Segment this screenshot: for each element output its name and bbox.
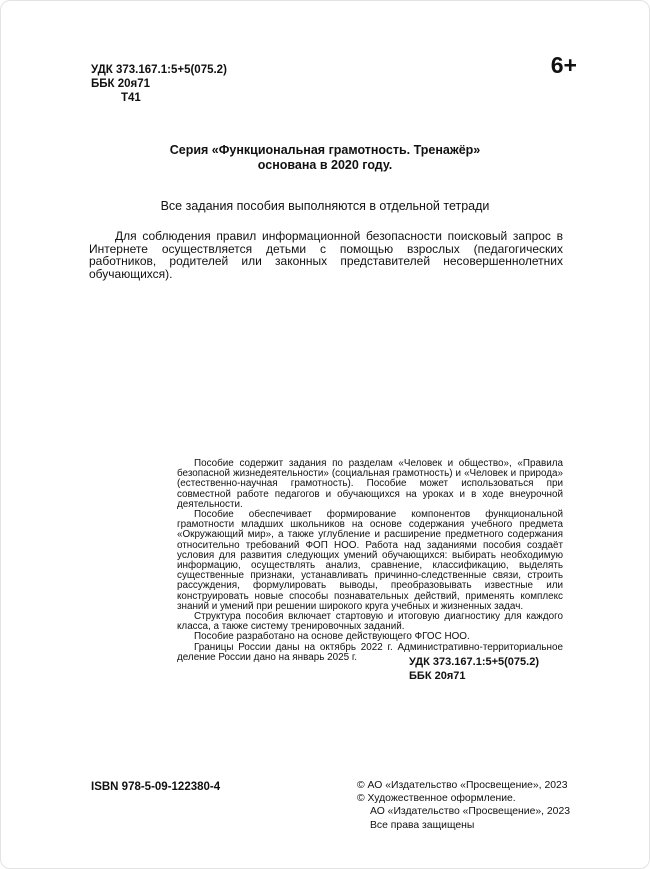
annotation-paragraph: Границы России даны на октябрь 2022 г. Административно-территориальное деление России дано на январь 2025 г. [177, 641, 563, 663]
annotation-block [177, 459, 563, 663]
udk-code: УДК 373.167.1:5+5(075.2) [91, 64, 227, 76]
notebook-notice: Все задания пособия выполняются в отдельной тетради [160, 199, 490, 213]
annotation-paragraph: Пособие обеспечивает формирование компонентов функциональной грамотности младших школьников на основе содержания учебного предмета «Окружающий мир», а также углубление и расширение предметного содержания относительно требований ФОП НОО. Работа над заданиями пособия создаёт условия для развития следующих умений обучающихся: выбирать необходимую информацию, осуществлять анализ, сравнение, классификацию, выделять существенные признаки, устанавливать причинно-следственные связи, строить рассуждения, формулировать выводы, преобразовывать известные или конструировать новые способы познавательных действий, применять комплекс знаний и умений при решении широкого круга учебных и жизненных задач. [177, 509, 563, 612]
udk-code-repeat: УДК 373.167.1:5+5(075.2) [409, 656, 540, 668]
bbk-code: ББК 20я71 [91, 78, 151, 90]
series-title-line: Серия «Функциональная грамотность. Тренажёр» [169, 143, 481, 157]
series-founded-line: основана в 2020 году. [257, 158, 393, 172]
series-statement [1, 143, 649, 173]
copyright-block [357, 779, 570, 832]
annotation-paragraph: Пособие разработано на основе действующего ФГОС НОО. [194, 631, 470, 643]
age-rating-badge: 6+ [550, 52, 577, 78]
copyright-line: © АО «Издательство «Просвещение», 2023 [357, 780, 568, 791]
classification-codes-repeat [409, 656, 539, 683]
copyright-line: Все права защищены [370, 819, 475, 831]
bbk-code-repeat: ББК 20я71 [409, 669, 466, 682]
annotation-paragraph: Структура пособия включает стартовую и итоговую диагностику для каждого класса, а также систему тренировочных заданий. [177, 611, 563, 633]
copyright-line: АО «Издательство «Просвещение», 2023 [370, 806, 571, 818]
isbn-number: ISBN 978-5-09-122380-4 [91, 781, 221, 793]
author-sign-code: Т41 [121, 92, 141, 104]
internet-safety-paragraph: Для соблюдения правил информационной безопасности поисковый запрос в Интернете осуществляется детьми с помощью взрослых (педагогических работников, родителей или законных представителей несовершеннолетних обучающихся). [89, 229, 563, 281]
classification-codes [91, 63, 227, 105]
copyright-line: © Художественное оформление. [357, 793, 516, 805]
annotation-paragraph: Пособие содержит задания по разделам «Человек и общество», «Правила безопасной жизнедеятельности» (социальная грамотность) и «Человек и природа» (естественно-научная грамотность). Пособие может использоваться при совместной работе педагогов и обучающихся на уроках и в ходе внеурочной деятельности. [177, 458, 563, 510]
